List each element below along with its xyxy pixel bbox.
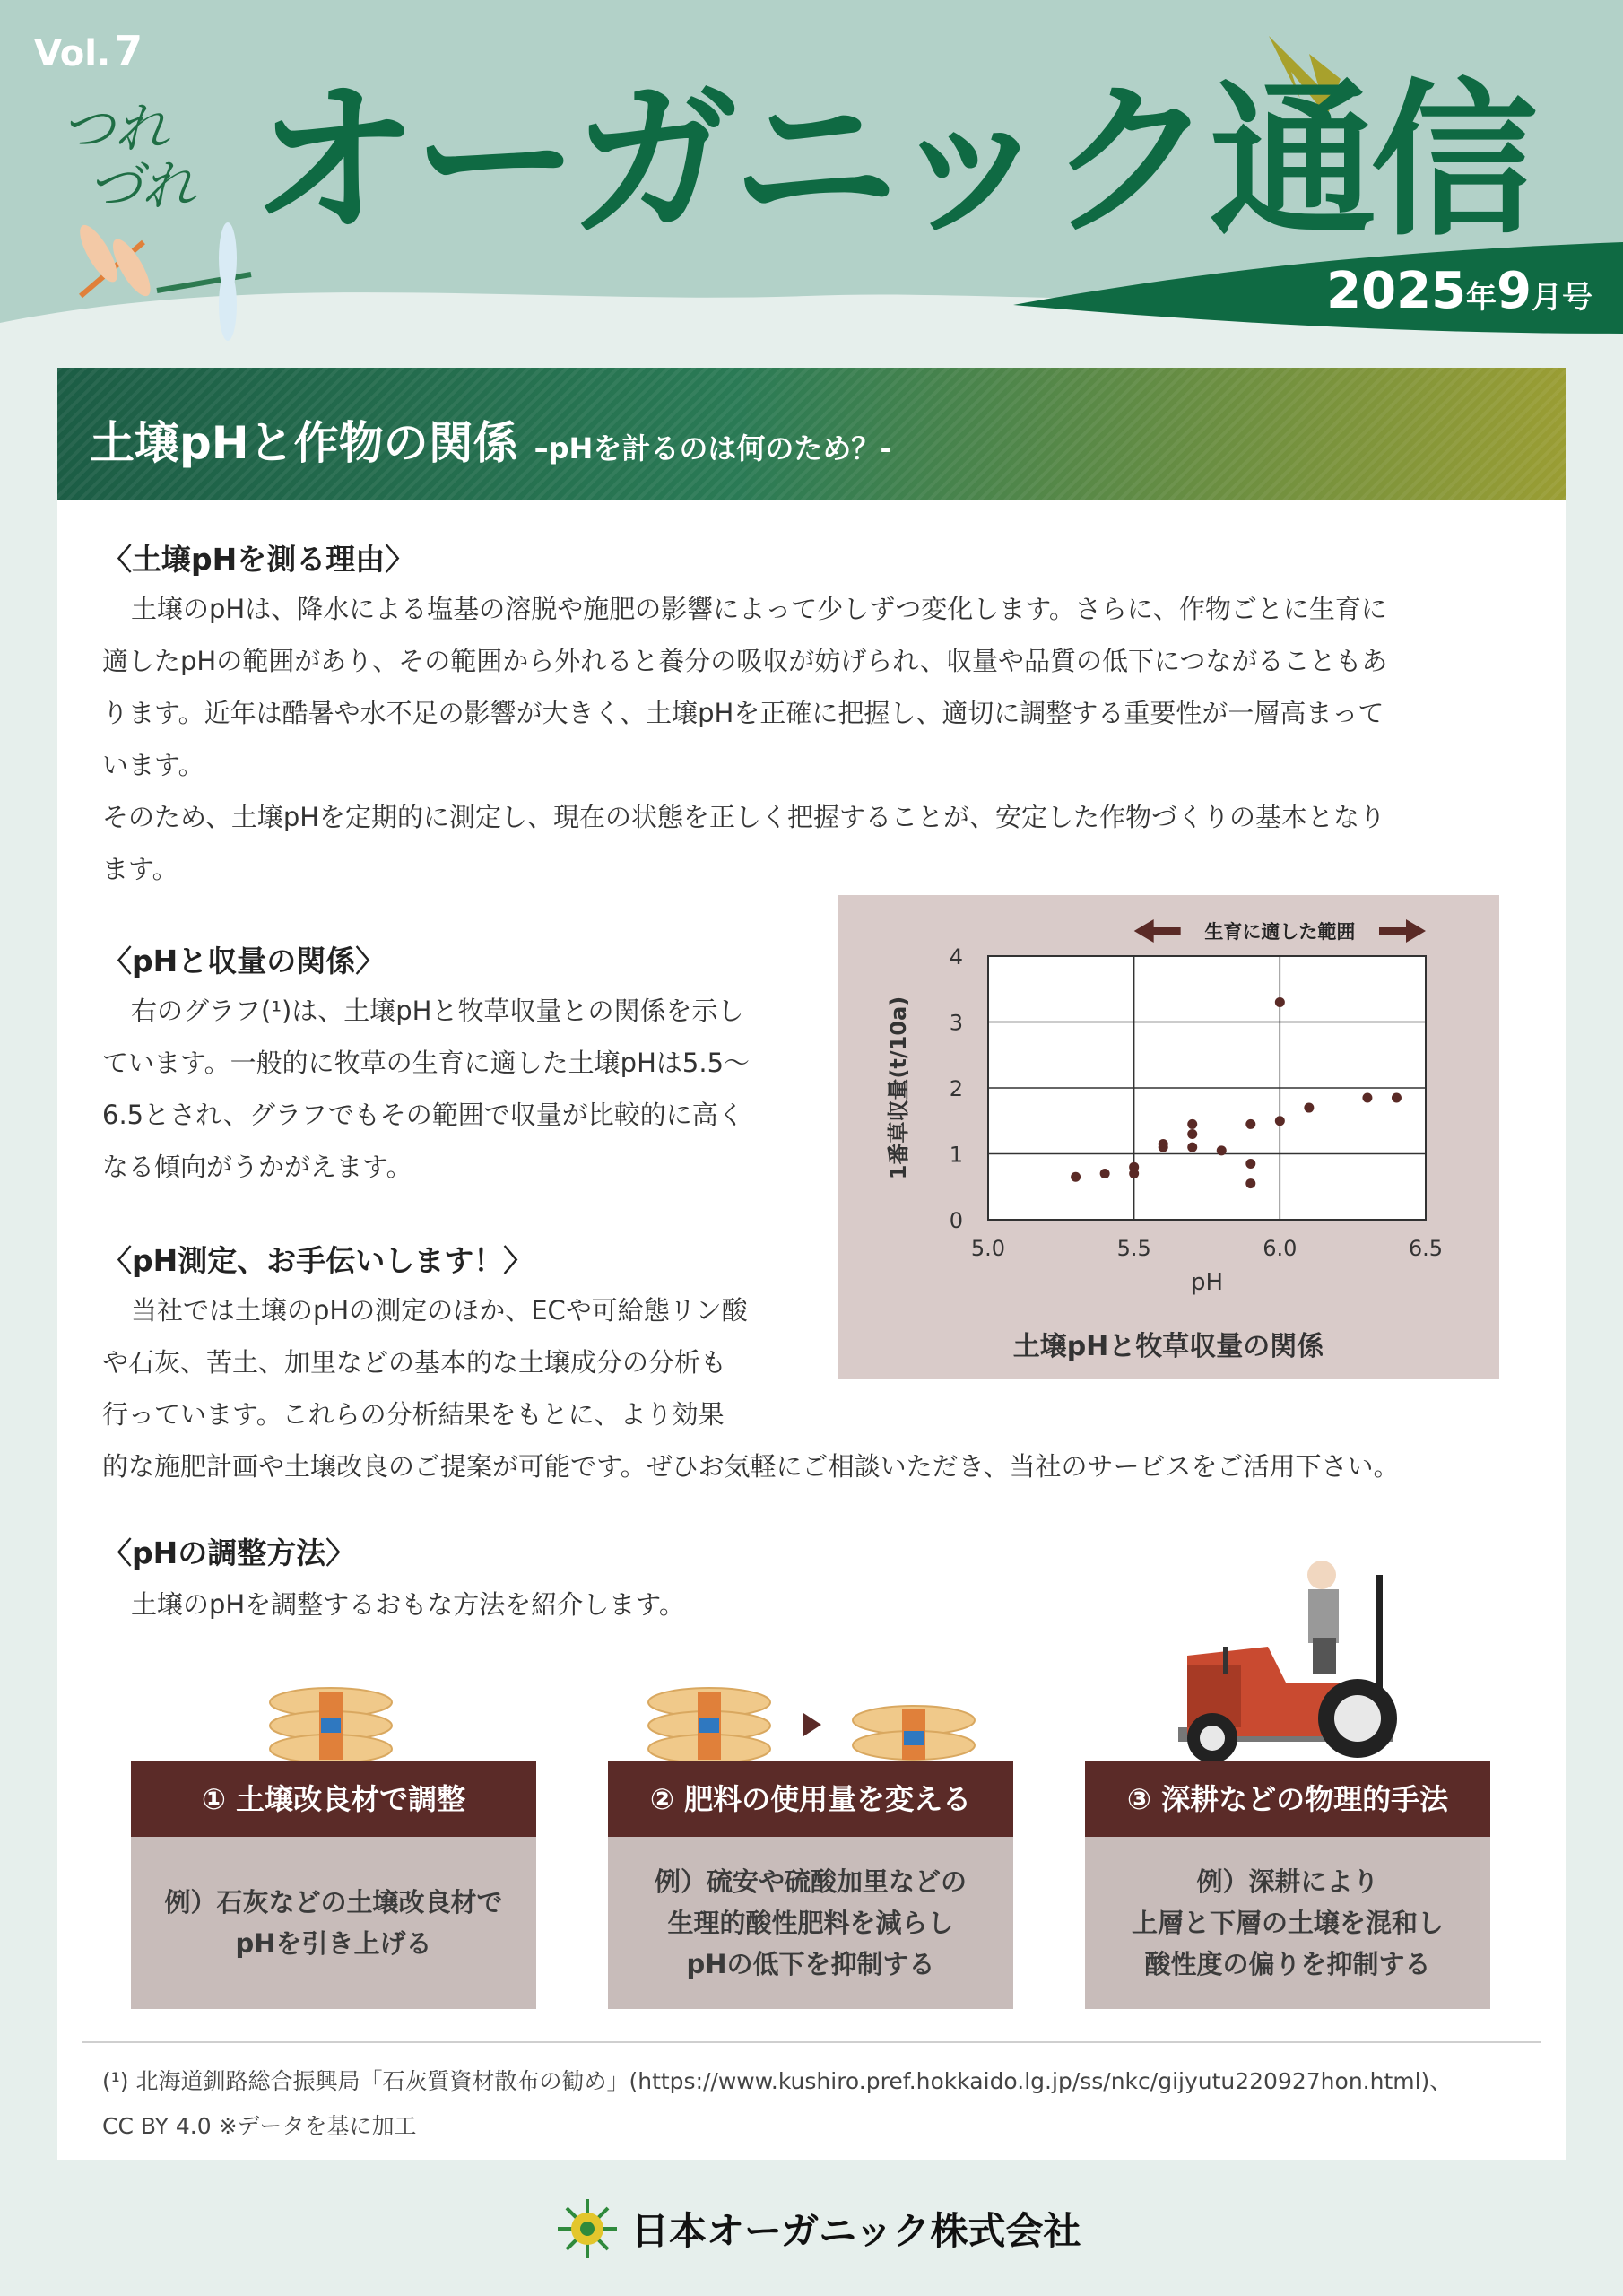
data-point [1275, 1116, 1285, 1126]
company-logo-icon [556, 2197, 619, 2260]
data-point [1392, 1093, 1402, 1103]
yield-heading: 〈pHと収量の関係〉 [102, 944, 386, 978]
data-point [1304, 1103, 1314, 1113]
method-title: ② 肥料の使用量を変える [608, 1761, 1013, 1837]
yield-paragraph: 右のグラフ(¹)は、土壌pHと牧草収量との関係を示し ています。一般的に牧草の生育に適した土壌pHは5.5〜 6.5とされ、グラフでもその範囲で収量が比較的に高く なる傾向がうかがえます。 [102, 996, 751, 1182]
x-tick-label: 5.0 [970, 1236, 1006, 1261]
section-subtitle: –pHを計るのは何のため？- [534, 431, 892, 465]
method-card-3 [1085, 1761, 1490, 2009]
help-paragraph: 当社では土壌のpHの測定のほか、ECや可給態リン酸 や石灰、苦土、加里などの基本的な土壌成分の分析も 行っています。これらの分析結果をもとに、より効果 的な施肥計画や土壌改良のご提案が可能です。ぜひお気軽にご相談いただき、当社のサービスをご活用下さい。 [102, 1295, 1400, 1482]
fertilizer-bags-icon [264, 1686, 398, 1767]
data-point [1159, 1139, 1168, 1149]
x-tick-label: 5.5 [1116, 1236, 1151, 1261]
chart-canvas [838, 895, 1499, 1379]
volume-label: Vol.7 [34, 27, 143, 75]
y-tick-label: 1 [949, 1142, 963, 1168]
method-title: ① 土壌改良材で調整 [131, 1761, 536, 1837]
data-point [1187, 1143, 1197, 1152]
data-point [1245, 1178, 1255, 1188]
x-tick-label: 6.0 [1263, 1236, 1298, 1261]
method-description: 例）石灰などの土壌改良材で pHを引き上げる [164, 1887, 503, 1959]
tractor-illustration [1169, 1548, 1429, 1763]
reason-heading: 〈土壌pHを測る理由〉 [102, 542, 415, 577]
data-point [1245, 1119, 1255, 1129]
x-axis-label: pH [1190, 1269, 1224, 1296]
y-tick-label: 3 [949, 1010, 963, 1036]
data-point [1217, 1145, 1227, 1155]
x-tick-label: 6.5 [1408, 1236, 1444, 1261]
data-point [1071, 1172, 1081, 1182]
data-point [1129, 1162, 1139, 1172]
data-point [1245, 1159, 1255, 1169]
company-name: 日本オーガニック株式会社 [631, 2209, 1081, 2253]
header-banner [0, 0, 1623, 359]
data-point [1100, 1169, 1110, 1178]
y-tick-label: 2 [949, 1076, 963, 1101]
reason-paragraph: 土壌のpHは、降水による塩基の溶脱や施肥の影響によって少しずつ変化します。さらに、作物ごとに生育に 適したpHの範囲があり、その範囲から外れると養分の吸収が妨げられ、収量や品質の低下につながることもあ ります。近年は酷暑や水不足の影響が大きく、土壌pHを正確に把握し、適切に調整する重要性が一層高まって います。 そのため、土壌pHを定期的に測定し、現在の状態を正しく把握することが、安定した作物づくりの基本となり ます。 [102, 594, 1388, 884]
newsletter-title: オーガニック通信 [251, 64, 1532, 258]
arrow-right-icon [802, 1711, 823, 1738]
range-annotation: 生育に適した範囲 [1204, 921, 1356, 943]
fertilizer-bags-icon [642, 1686, 777, 1767]
method-description: 例）深耕により 上層と下層の土壌を混和し 酸性度の偏りを抑制する [1131, 1866, 1444, 1979]
tsurezure-label: つれ づれ [61, 98, 195, 218]
method-description: 例）硫安や硫酸加里などの 生理的酸性肥料を減らし pHの低下を抑制する [654, 1866, 967, 1979]
footnote: (¹) 北海道釧路総合振興局「石灰質資材散布の勧め」(https://www.kushiro.pref.hokkaido.lg.jp/ss/nkc/gijyutu220927hon.html)、 CC BY 4.0 ※データを基に加工 [102, 2068, 1453, 2139]
article-card [57, 368, 1566, 2160]
data-point [1187, 1119, 1197, 1129]
fertilizer-bags-icon [846, 1704, 981, 1763]
adjust-intro: 土壌のpHを調整するおもな方法を紹介します。 [131, 1589, 685, 1620]
y-tick-label: 4 [949, 944, 963, 970]
adjust-heading: 〈pHの調整方法〉 [102, 1535, 356, 1570]
y-tick-label: 0 [949, 1208, 963, 1233]
scatter-chart [838, 895, 1499, 1379]
company-footer [556, 2188, 1081, 2269]
method-card-1 [131, 1761, 536, 2009]
issue-date: 2025年9月号 [1326, 262, 1593, 320]
chart-title: 土壌pHと牧草収量の関係 [1012, 1331, 1324, 1362]
help-heading: 〈pH測定、お手伝いします！〉 [102, 1243, 534, 1278]
data-point [1187, 1129, 1197, 1139]
method-title: ③ 深耕などの物理的手法 [1085, 1761, 1490, 1837]
data-point [1362, 1093, 1372, 1103]
section-title-bar [57, 368, 1566, 500]
arrow-left-icon [1134, 919, 1154, 943]
section-title: 土壌pHと作物の関係 –pHを計るのは何のため？- [90, 417, 892, 469]
arrow-right-icon [1406, 919, 1426, 943]
footnote-divider [82, 2041, 1541, 2043]
method-card-2 [608, 1761, 1013, 2009]
y-axis-label: 1番草収量(t/10a) [886, 996, 911, 1180]
data-point [1275, 997, 1285, 1007]
